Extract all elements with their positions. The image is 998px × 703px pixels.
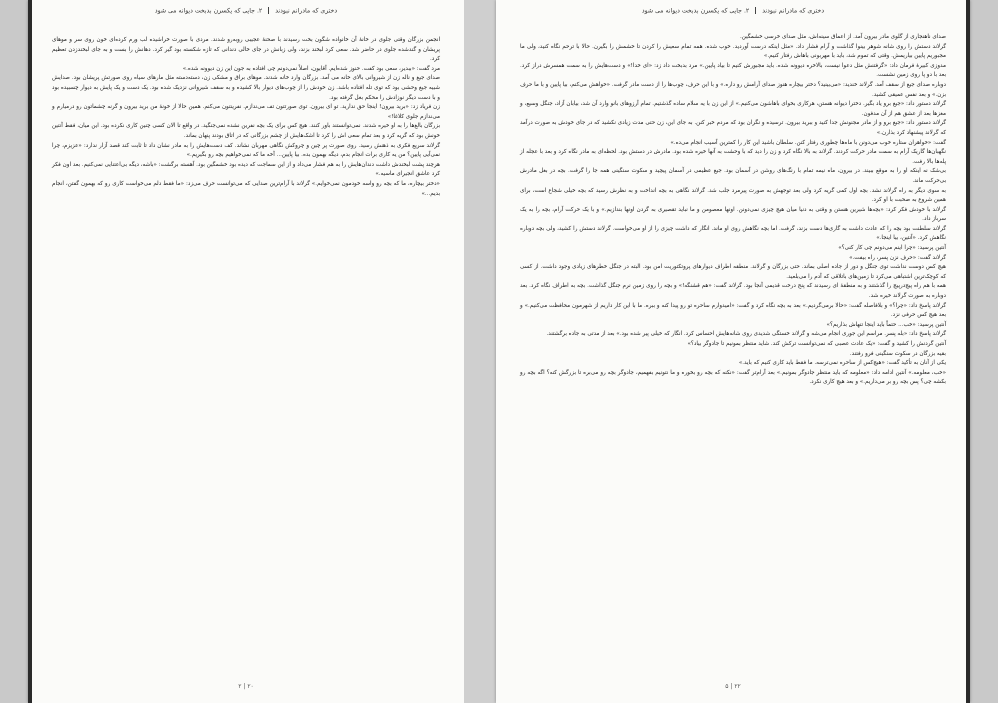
paragraph: گرلاند پاسخ داد: «بله پسر. مراسم این جوری انجام می‌شه و گرلاند خستگی شدیدی روی شانه‌هایش احساس کرد. انگار که خیلی پیر شده بود.» بعد از مدتی به جاده برگشتند. [546, 331, 946, 338]
page-body [520, 33, 946, 388]
page-edge [966, 0, 970, 703]
paragraph: گرلاند با خودش فکر کرد: «بچه‌ها شیرین هستن و وقتی به دنیا میان هیچ چیزی نمی‌دونن. اونها معصومن و ما نباید تقصیری به گردن اونها بندازیم.» و با یک حرکت آرام، بچه را به یک سرباز داد. [520, 206, 946, 223]
paragraph: گفت: «خواهران ستاره خوب می‌دونن با ماه‌ها چطوری رفتار کنن. سلطان باشید این کار را کمترین آسیب انجام می‌ده.» [670, 139, 946, 146]
paragraph: گرلاند دستور داد: «جیغ برو و از مادر مجنونش جدا کنید و ببرید بیرون. ترسیده و نگران بود که مردم خبر کنن. به جای این، زن حتی مدت زیادی نکشید که در جای خودش به صورت درآمد که گرلاند پیشنهاد کرد بذارن.» [520, 120, 946, 136]
right-page [496, 0, 970, 703]
running-header [526, 7, 940, 15]
paragraph: آنتین گردنش را کشید و گفت: «یک عادت عصبی که نمی‌توانست ترکش کند. شاید منتظر بمونیم تا جادوگر بیاد؟» [687, 341, 946, 347]
page-body [52, 36, 440, 199]
paragraph: صدای ناهنجاری از گلوی مادر بیرون آمد. از اعماق سینه‌اش، مثل صدای خرسی خشمگین. [740, 34, 946, 40]
paragraph: به سوی دیگر به راه گرلاند نشد. بچه اول کمی گریه کرد ولی بعد توجهش به صورت پیرمرد جلب شد. گرلاند نگاهی به بچه انداخت و به نظرش رسید که بچه خیلی شجاع است، برای همین شروع به صحبت با او کرد. [520, 187, 946, 204]
page-number: ۲۰ | ۲ [238, 683, 254, 690]
paragraph: گرلاند گفت: «حرف نزن پسر، راه بیفت.» [849, 254, 946, 261]
paragraph: آنتین پرسید: «خب... حتماً باید اینجا تنهاش بذاریم؟» [826, 321, 946, 328]
paragraph: «خب، معلومه.» آنتین ادامه داد: «معلومه که باید منتظر جادوگر بمونیم.» بعد آرام‌تر گفت: «نکنه که بچه رو بخوره و ما نتونیم بفهمیم، جادوگر بچه رو می‌بره تا بزرگش کنه؟ اگه بچه رو بکشه چی؟ پس بچه رو بر می‌داریم.» و بعد هیچ کاری نکرد. [520, 369, 946, 386]
paragraph: گرلاند دستش را روی شانه شوهر بینوا گذاشت و آرام فشار داد. «مثل اینکه درست آوردید. خوب شده. همه تمام سعیش را کردن تا خشمش را بگیرن. حالا با ترحم نگاه کنید، ولی ما مجبوریم پایین بیاریمش. وقتی که تموم شد، باید با مهربونی باهاش رفتار کنیم.» [520, 43, 946, 60]
paragraph: هیچ کس دوست نداشت توی جنگل و دور از جاده اصلی بماند. حتی بزرگان و گرلاند. منطقه اطراف دیوارهای پروتکتوریت امن بود. البته در جنگل خطرهای زیادی وجود داشت. از کسی که کوچک‌ترین اشتباهی می‌کرد تا زمین‌های باتلاقی که آدم را می‌بلعید. [520, 264, 946, 280]
paragraph: گرلاند پاسخ داد: «چرا؟» و بلافاصله گفت: «حالا برمی‌گردیم.» بعد به بچه نگاه کرد و گفت: «امیدوارم ساحره تو رو پیدا کنه و ببره. ما با این کار داریم از شهرمون محافظت می‌کنیم.» و بعد هیچ کس حرفی نزد. [520, 302, 946, 319]
paragraph: بقیه بزرگان در سکوت سنگینی فرو رفتند. [849, 350, 946, 357]
header-chapter: ۲. جایی که یکسرن بدبخت دیوانه می شود [641, 7, 750, 15]
page-edge [28, 0, 32, 703]
header-separator [268, 7, 269, 14]
paragraph: همه با هم راه پیچ‌درپیچ را گذشتند و به منطقهٔ ای رسیدند که پنج درخت قدیمی آنجا بود. گرلاند گفت: «هم قشنگه!» و بچه را روی زمین نرم جنگل گذاشت. بچه به اطراف نگاه کرد. بعد دوباره به صورت گرلاند خیره شد. [520, 283, 946, 300]
running-header [58, 7, 434, 15]
header-separator [755, 7, 756, 14]
paragraph: هرچند پشت لبخندش داشت دندان‌هایش را به هم فشار می‌داد و از این سماجت که دیده بود خشمگین بود. آهسته برگشت: «باشه، دیگه بی‌اعتنایی نمی‌کنیم. بعد اون فکر کرد عاشق انجیرای ماسیه.» [52, 161, 440, 178]
page-number: ۲۲ | ۵ [725, 683, 741, 690]
left-page [28, 0, 464, 703]
paragraph: گرلاند سلطنت بود بچه را که عادت داشت به گاری‌ها دست بزند، گرفت. اما بچه نگاهش روی او ماند. انگار که داشت چیزی را از او می‌خواست. گرلاند دستش را کشید، ولی بچه دوباره نگاهش کرد. «آنتین، بیا اینجا.» [520, 225, 946, 242]
paragraph: زن فریاد زد: «برید بیرون! اینجا حق ندارید. تو ای بیرون. توی صورتتون تف می‌ندازم. نفرینتون می‌کنم. همین حالا از خونهٔ من برید بیرون و گرنه چشماتون رو درمیارم و می‌ندازم جلوی کلاغا!» [52, 104, 440, 120]
paragraph: مدوزی کبیرهٔ فرمان داد: «گرفتنش مثل دعوا نیست، بالاخره دیوونه شده. باید مجبورش کنیم تا بیاد پایین.» مرد بدبخت داد زد: «ای خدا!» و دست‌هایش را به سمت همسرش دراز کرد. بعد با دو پا روی زمین نشست. [520, 62, 946, 79]
paragraph: انجمن بزرگان وقتی جلوی در خانهٔ آن خانواده شگون بخت رسیدند با صحنهٔ عجیبی روبه‌رو شدند. مردی با صورت خراشیده لب ورم کرده‌ای خون روی سر و موهای پریشان و گندشده جلوی در حاضر شد. سعی کرد لبخند بزند، ولی زبانش در جای خالی دندانی که تازه شکسته بود گیر کرد. دهانش را بست و به جای لبخندزدن تعظیم کرد. [52, 37, 440, 63]
paragraph: صدای جیغ و ناله زن از شیروانی بالای خانه می آمد. بزرگان وارد خانه شدند. موهای براق و مشکی زن، دسته‌دسته مثل مارهای سیاه روی صورتش پریشان بود. صدایش شبیه جیغ وحشی بود که توی تله افتاده باشد. زن خودش را از چوب‌های دیوار بالا کشیده و به سقف شیروانی نزدیک شده بود. یک دست و یک پایش به دیوار چسبیده بود و با دست دیگر نوزادش را محکم بغل گرفته بود. [52, 75, 440, 101]
paragraph: دوباره صدای جیغ از سقف آمد. گرلاند خندید: «می‌بینید؟ دختر بیچاره هنوز صدای آرامش رو داره.» و با این حرف، چوب‌ها را از دست مادر گرفت. «خواهش می‌کنم، بیا پایین و با ما حرف بزن.» و بعد نفس عمیقی کشید. [520, 81, 946, 98]
paragraph: گرلاند دستور داد: «جیغ برو یاد بگیر. دخترا دیوانه هستن، هرکاری بخوای باهاشون می‌کنیم.» از این زن با یه سلام ساده گذشتیم. تمام آرزوهای بانو وارد آن شد، بیابان آزاد، جنگل وسیع، و مغزها بعد از عشق هم از آن مدفون. [520, 101, 946, 117]
paragraph: آنتین پرسید: «چرا اینم می‌دونم چی کار کنی؟» [838, 245, 946, 252]
header-title: دختری که مادرانم نبودند [275, 7, 338, 15]
paragraph: بی‌شک نه اینکه او را به موقع ببیند. در بیرون، ماه نیمه تمام با رنگ‌های روشن در آسمان بود. جیغ عظیمی در آسمان پیچید و سکوت سنگینی همه جا را گرفت. بچه در بغل مادرش بی‌حرکت ماند. [520, 168, 946, 184]
paragraph: «دختر بیچاره، ما که بچه رو واسه خودمون نمی‌خوایم.» گرلاند با آرام‌ترین صدایی که می‌توانست حرف می‌زد: «ما فقط دلم می‌خواست کاری رو که بهمون گفتن، انجام بدیم...» [52, 180, 440, 197]
paragraph: گرلاند سریع فکری به ذهنش رسید. روی صورت پر چین و چروکش نگاهی مهربان نشاند. کف دست‌هایش را به مادر نشان داد تا ثابت کند قصد آزار ندارد: «عزیزم، چرا نمی‌آیی پایین؟ من یه کاری برات انجام بدم، دیگه بهمون بده. بیا پایین... آخه ما که نمی‌خواهیم بچه رو بگیریم.» [52, 142, 440, 159]
header-title: دختری که مادرانم نبودند [762, 7, 825, 15]
paragraph: نگهبان‌ها گاریک آرام به سمت مادر حرکت کردند. گرلاند به بالا نگاه کرد و زن را دید که با وحشت به آنها خیره شده بود. مادرش در دستش بود. لحظه‌ای به مادر نگاه کرد و بعد با عجله از پله‌ها بالا رفت. [520, 149, 946, 165]
paragraph: یکی از آنان به تأکید گفت: «هیچ‌کس از ساحره نمی‌ترسه. ما فقط باید کاری کنیم که باید.» [738, 360, 946, 367]
page-gutter [464, 0, 496, 703]
paragraph: بزرگان بالغ‌ها را به او خیره شدند. نمی‌توانستند باور کنند. هیچ کس برای یک بچه نفرین نشده نمی‌جنگید. در واقع تا الان کسی چنین کاری نکرده بود. این میان، فقط آنتین خونش بود که گریه کرد و بعد تمام سعی اش را کرد تا اشک‌هایش از چشم بزرگانی که در اتاق بودند پنهان بماند. [52, 123, 440, 139]
paragraph: مرد گفت: «ببدیر، سعی بود کفت. حنوز شده‌ایم. آقایون، اصلاً نمی‌دونم چی افتاده به جون این زن دیوونه شده.» [182, 65, 440, 72]
header-chapter: ۲. جایی که یکسرن بدبخت دیوانه می شود [154, 7, 263, 15]
